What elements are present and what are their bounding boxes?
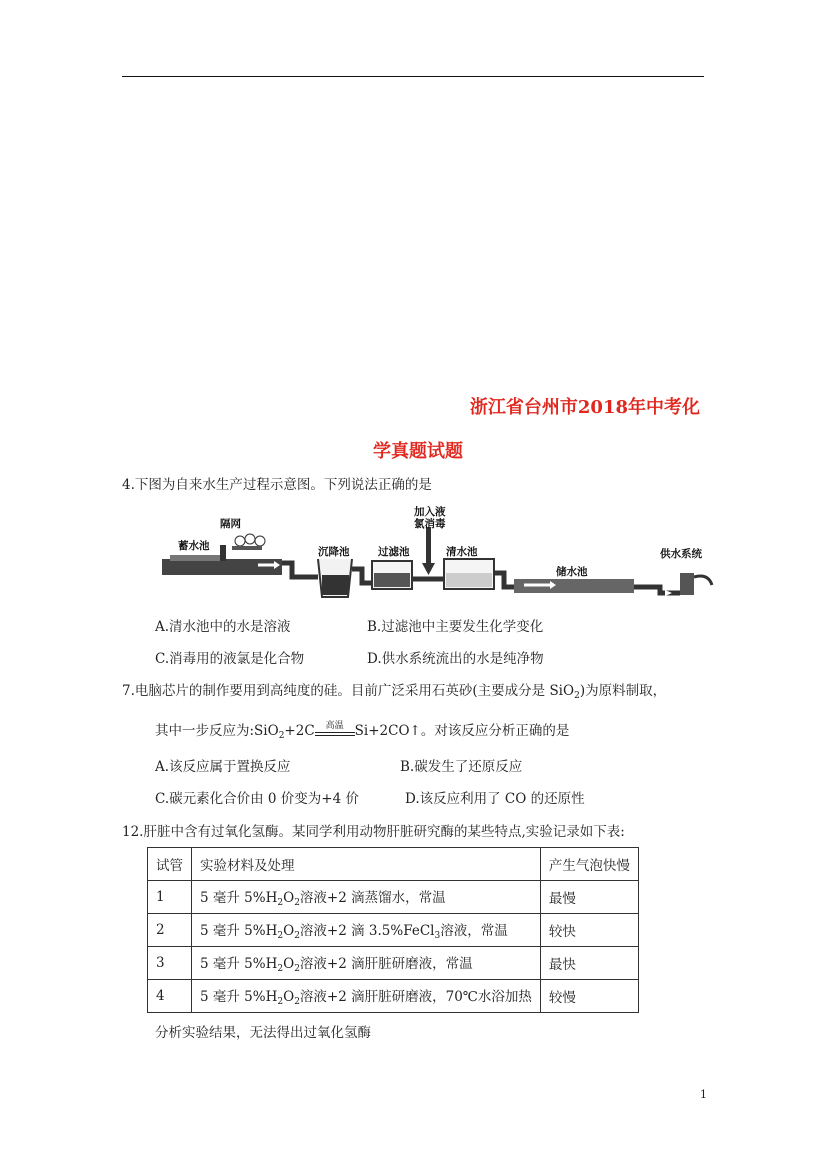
table-row <box>148 914 639 947</box>
reaction-condition: 高温 <box>325 720 344 731</box>
q7-option-d[interactable]: D.该反应利用了 CO 的还原性 <box>405 791 585 807</box>
cell-material: 5 毫升 $5\%H_2O_2$溶液+2 滴 3.5%FeCl$_3$溶液，常温 <box>192 914 541 947</box>
label-filter: 过滤池 <box>378 546 410 558</box>
q7-option-a[interactable]: A.该反应属于置换反应 <box>155 759 291 775</box>
cell-tube: 2 <box>148 914 192 947</box>
exam-title-line1: 浙江省台州市2018年中考化 <box>469 397 700 418</box>
label-sedimentation: 沉降池 <box>318 546 350 558</box>
cell-tube: 3 <box>148 947 192 980</box>
q7-option-c[interactable]: C.碳元素化合价由 0 价变为+4 价 <box>155 791 360 807</box>
label-storage: 储水池 <box>556 566 588 578</box>
q4-stem: 4.下图为自来水生产过程示意图。下列说法正确的是 <box>122 477 432 493</box>
cell-speed: 较慢 <box>540 980 638 1013</box>
header-material: 实验材料及处理 <box>192 848 541 881</box>
screen-icon <box>235 536 245 546</box>
q4-option-b[interactable]: B.过滤池中主要发生化学变化 <box>367 619 544 635</box>
cell-speed: 较快 <box>540 914 638 947</box>
cell-tube: 1 <box>148 881 192 914</box>
header-rule <box>122 76 704 77</box>
header-tube: 试管 <box>148 848 192 881</box>
cell-speed: 最快 <box>540 947 638 980</box>
table-header-row <box>148 848 639 881</box>
reservoir-tank <box>162 559 282 575</box>
q7-stem: 7.电脑芯片的制作要用到高纯度的硅。目前广泛采用石英砂(主要成分是 SiO$_2$)为原料制取， <box>122 683 667 701</box>
supply-tap <box>680 573 694 595</box>
screen-post <box>220 545 226 561</box>
q4-option-c[interactable]: C.消毒用的液氯是化合物 <box>155 651 305 667</box>
label-screen: 隔网 <box>220 518 241 530</box>
label-reservoir: 蓄水池 <box>178 540 210 552</box>
reaction-equals-sign <box>315 720 355 741</box>
table-row <box>148 980 639 1013</box>
q12-conclusion: 分析实验结果，无法得出过氧化氢酶 <box>155 1025 371 1041</box>
water-treatment-diagram <box>160 503 715 603</box>
table-row <box>148 881 639 914</box>
experiment-table <box>147 847 639 1013</box>
q7-option-b[interactable]: B.碳发生了还原反应 <box>400 759 523 775</box>
q4-option-d[interactable]: D.供水系统流出的水是纯净物 <box>367 651 544 667</box>
cell-material: 5 毫升 $5\%H_2O_2$溶液+2 滴蒸馏水，常温 <box>192 881 541 914</box>
label-chlorine-top: 加入液 <box>414 506 446 518</box>
page-number: 1 <box>700 1088 707 1101</box>
cell-material: 5 毫升 $5\%H_2O_2$溶液+2 滴肝脏研磨液，70℃水浴加热 <box>192 980 541 1013</box>
cell-material: 5 毫升 $5\%H_2O_2$溶液+2 滴肝脏研磨液，常温 <box>192 947 541 980</box>
table-row <box>148 947 639 980</box>
label-clear-water: 清水池 <box>446 546 478 558</box>
q12-stem: 12.肝脏中含有过氧化氢酶。某同学利用动物肝脏研究酶的某些特点,实验记录如下表: <box>122 824 625 840</box>
header-speed: 产生气泡快慢 <box>540 848 638 881</box>
cell-tube: 4 <box>148 980 192 1013</box>
label-supply: 供水系统 <box>660 548 702 560</box>
label-chlorine-bottom: 氯消毒 <box>414 518 446 530</box>
q7-reaction: 其中一步反应为:SiO$_2$+2C 高温 Si+2CO↑。对该反应分析正确的是 <box>155 722 569 745</box>
cell-speed: 最慢 <box>540 881 638 914</box>
exam-title-line2: 学真题试题 <box>373 441 463 462</box>
q4-option-a[interactable]: A.清水池中的水是溶液 <box>155 619 291 635</box>
